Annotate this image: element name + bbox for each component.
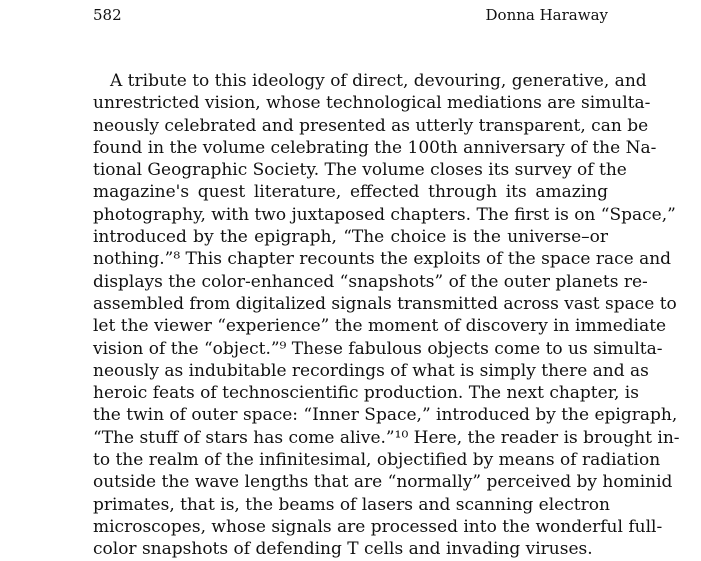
text-line: photography, with two juxtaposed chapters. The first is on “Space,”: [93, 204, 676, 225]
text-line: unrestricted vision, whose technological mediations are simulta-: [93, 93, 651, 114]
text-line: primates, that is, the beams of lasers and scanning electron: [93, 494, 610, 515]
text-line: tional Geographic Society. The volume closes its survey of the: [93, 160, 627, 181]
text-line: assembled from digitalized signals transmitted across vast space to: [93, 293, 677, 314]
text-line: let the viewer “experience” the moment of discovery in immediate: [93, 316, 667, 337]
body-paragraph: [93, 70, 680, 561]
text-line: color snapshots of defending T cells and invading viruses.: [93, 539, 593, 560]
text-line: microscopes, whose signals are processed into the wonderful full-: [93, 516, 663, 537]
text-line: outside the wave lengths that are “normally” perceived by hominid: [93, 472, 673, 493]
text-line: magazine's quest literature, effected through its amazing: [93, 182, 608, 203]
text-line: the twin of outer space: “Inner Space,” introduced by the epigraph,: [93, 405, 678, 426]
text-line: nothing.”⁸ This chapter recounts the exploits of the space race and: [93, 249, 672, 270]
text-line: neously celebrated and presented as utterly transparent, can be: [93, 115, 649, 136]
page-header: [93, 3, 608, 27]
text-line: heroic feats of technoscientific production. The next chapter, is: [93, 383, 639, 404]
running-head-author: Donna Haraway: [485, 6, 608, 24]
text-line: to the realm of the infinitesimal, objectified by means of radiation: [93, 450, 661, 471]
page-number: 582: [93, 6, 122, 24]
text-line: found in the volume celebrating the 100th anniversary of the Na-: [93, 137, 657, 158]
text-line: A tribute to this ideology of direct, devouring, generative, and: [110, 71, 647, 91]
text-line: introduced by the epigraph, “The choice is the universe–or: [93, 227, 608, 248]
text-line: vision of the “object.”⁹ These fabulous objects come to us simulta-: [93, 338, 663, 359]
text-line: “The stuff of stars has come alive.”¹⁰ Here, the reader is brought in-: [93, 427, 680, 448]
text-line: neously as indubitable recordings of what is simply there and as: [93, 360, 649, 381]
text-line: displays the color-enhanced “snapshots” of the outer planets re-: [93, 271, 648, 292]
